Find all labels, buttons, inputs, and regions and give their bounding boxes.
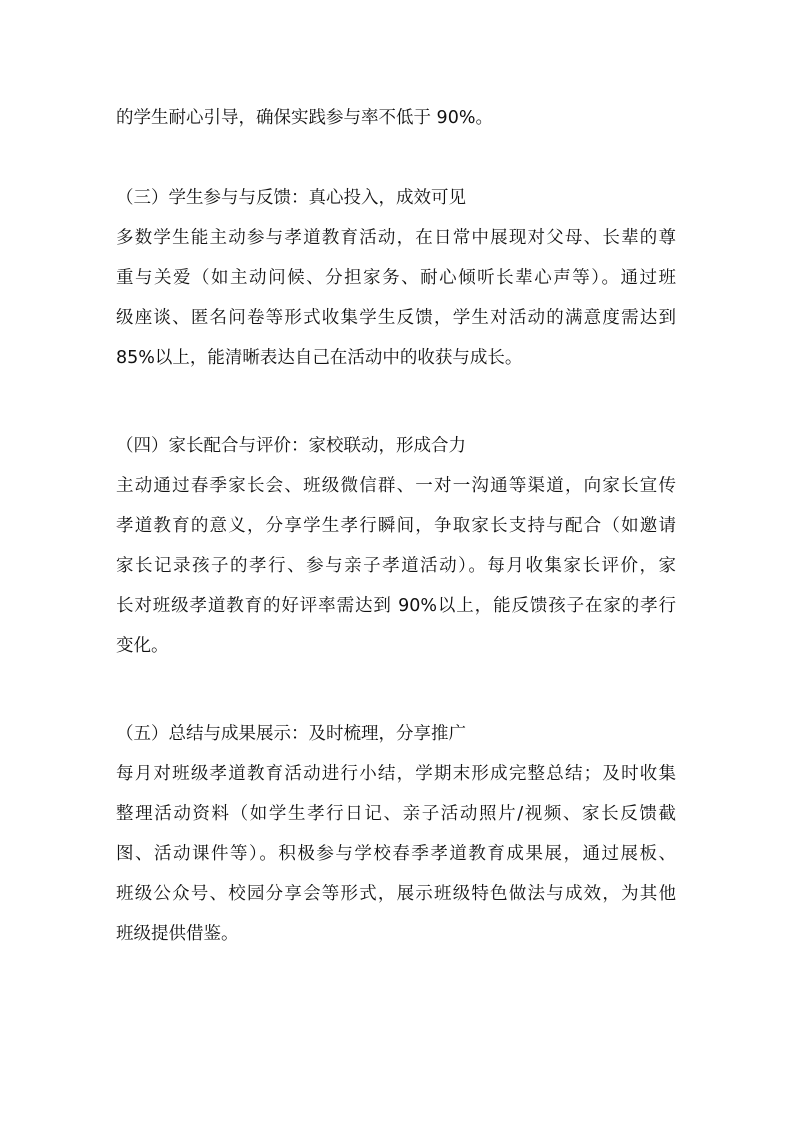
section-4-line-5: 变化。 — [116, 636, 169, 656]
section-heading-3: （三）学生参与与反馈：真心投入，成效可见 — [116, 188, 466, 208]
section-3-line-1: 多数学生能主动参与孝道教育活动，在日常中展现对父母、长辈的尊 — [116, 228, 676, 248]
section-5-line-3: 图、活动课件等）。积极参与学校春季孝道教育成果展，通过展板、 — [116, 844, 676, 864]
section-5-line-4: 班级公众号、校园分享会等形式，展示班级特色做法与成效，为其他 — [116, 884, 676, 904]
section-5-line-2: 整理活动资料（如学生孝行日记、亲子活动照片/视频、家长反馈截 — [116, 804, 676, 824]
section-5-line-5: 班级提供借鉴。 — [116, 924, 239, 944]
section-4-line-2: 孝道教育的意义，分享学生孝行瞬间，争取家长支持与配合（如邀请 — [116, 516, 676, 536]
section-3-line-3: 级座谈、匿名问卷等形式收集学生反馈，学生对活动的满意度需达到 — [116, 308, 676, 328]
section-3-line-4: 85%以上，能清晰表达自己在活动中的收获与成长。 — [116, 348, 523, 368]
intro-tail-line: 的学生耐心引导，确保实践参与率不低于 90%。 — [116, 108, 493, 128]
section-heading-4: （四）家长配合与评价：家校联动，形成合力 — [116, 436, 466, 456]
section-4-line-1: 主动通过春季家长会、班级微信群、一对一沟通等渠道，向家长宣传 — [116, 476, 676, 496]
section-3-line-2: 重与关爱（如主动问候、分担家务、耐心倾听长辈心声等）。通过班 — [116, 268, 676, 288]
section-4-line-4: 长对班级孝道教育的好评率需达到 90%以上，能反馈孩子在家的孝行 — [116, 596, 676, 616]
section-4-line-3: 家长记录孩子的孝行、参与亲子孝道活动）。每月收集家长评价，家 — [116, 556, 676, 576]
section-heading-5: （五）总结与成果展示：及时梳理，分享推广 — [116, 724, 466, 744]
section-5-line-1: 每月对班级孝道教育活动进行小结，学期末形成完整总结；及时收集 — [116, 764, 676, 784]
